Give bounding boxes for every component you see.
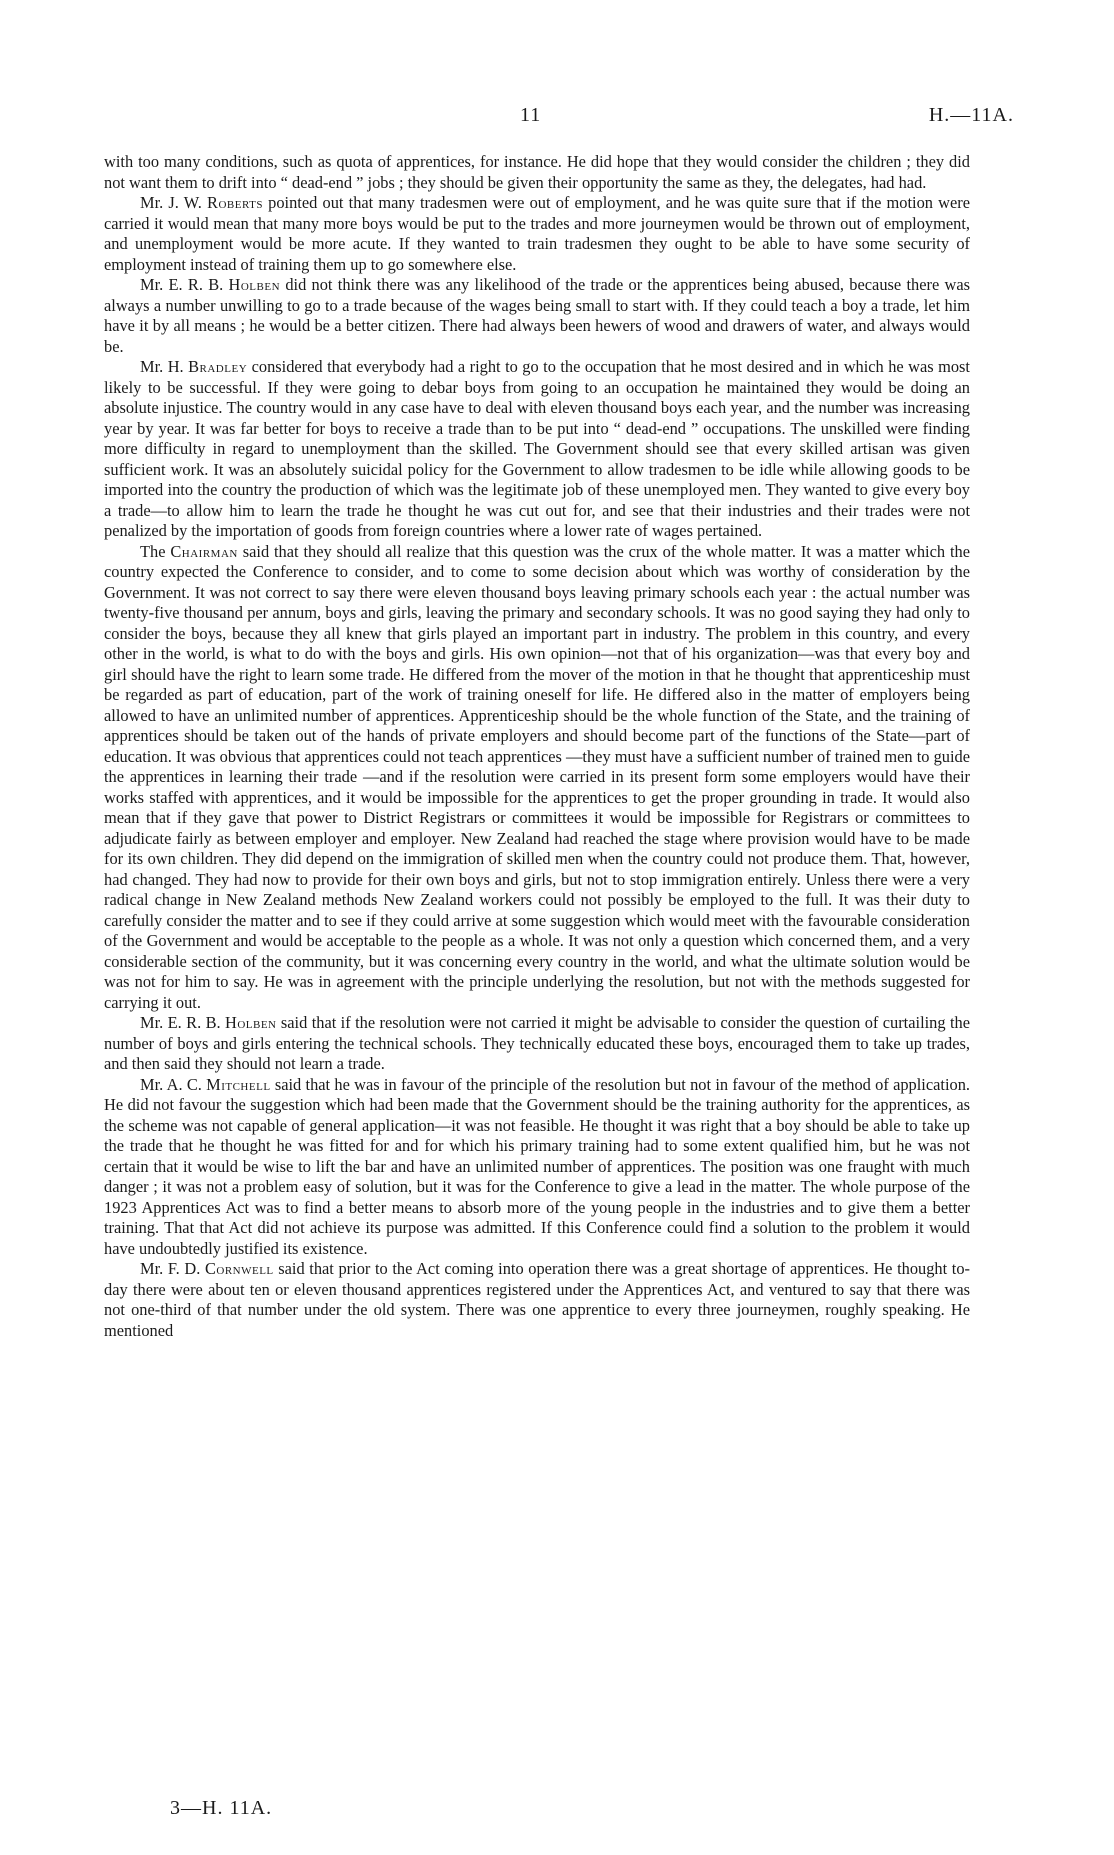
paragraph-text: did not think there was any likelihood of the trade or the apprentices being abused, because there was always a number unwilling to go to a trade because of the wages being small to start with. If they could teach a boy a trade, let him have it by all means ; he would be a better citizen. There had always been hewers of wood and drawers of water, and always would be. <box>104 275 970 356</box>
signature-mark: 3—H. 11A. <box>170 1797 273 1819</box>
speaker-name: Bradley <box>188 357 248 376</box>
speaker-prefix: Mr. A. C. <box>140 1074 207 1094</box>
paragraph-text: said that if the resolution were not carried it might be advisable to consider the question of curtailing the number of boys and girls entering the technical schools. They technically educated these boys, encouraged them to take up trades, and then said they should not learn a trade. <box>104 1013 970 1073</box>
speaker-name: Holben <box>225 1013 277 1032</box>
document-reference: H.—11A. <box>928 104 1014 126</box>
paragraph-text: considered that everybody had a right to go to the occupation that he most desired and in which he was most likely to be successful. If they were going to debar boys from going to an occupation he maintained they would be doing an absolute injustice. The country would in any case have to deal with eleven thousand boys each year, and the number was increasing year by year. It was far better for boys to receive a trade than to be put into “ dead-end ” occupations. The unskilled were finding more difficulty in regard to unemployment than the skilled. The Government should see that every skilled artisan was given sufficient work. It was an absolutely suicidal policy for the Government to allow tradesmen to be idle while allowing goods to be imported into the country the production of which was the legitimate job of these unemployed men. They wanted to give every boy a trade—to allow him to learn the trade he thought he was cut out for, and see that their industries and their trades were not penalized by the importation of goods from foreign countries where a lower rate of wages pertained. <box>104 357 970 540</box>
paragraph-holben-2 <box>104 1013 970 1075</box>
speaker-prefix: Mr. H. <box>140 357 189 376</box>
paragraph-chairman <box>104 542 970 1014</box>
body-text <box>104 152 970 1341</box>
speaker-name: Holben <box>228 275 281 294</box>
speaker-prefix: Mr. F. D. <box>140 1259 205 1278</box>
speaker-name: Mitchell <box>206 1074 271 1094</box>
speaker-prefix: The <box>140 541 171 561</box>
page-number: 11 <box>520 104 542 126</box>
paragraph-mitchell <box>104 1075 970 1260</box>
paragraph-text: pointed out that many tradesmen were out of employment, and he was quite sure that if the motion were carried it would mean that many more boys would be put to the trades and more journeymen would be thrown out of employment, and unemployment would be more acute. If they wanted to train tradesmen they ought to be able to have some security of employment instead of training them up to go somewhere else. <box>104 193 971 274</box>
paragraph-continuation <box>104 152 970 193</box>
speaker-name: Roberts <box>207 193 263 212</box>
paragraph-cornwell <box>104 1259 970 1341</box>
paragraph-text: said that they should all realize that this question was the crux of the whole matter. It was a matter which the country expected the Conference to consider, and to come to some decision about which was worthy of consideration by the Government. It was not correct to say there were eleven thousand boys leaving primary schools each year : the actual number was twenty-five thousand per annum, boys and girls, leaving the primary and secondary schools. It was no good saying they had only to consider the boys, because they all knew that girls played an important part in industry. The problem in this country, and every other in the world, is what to do with the boys and girls. His own opinion—not that of his organization—was that every boy and girl should have the right to learn some trade. He differed from the mover of the motion in that he thought that apprenticeship must be regarded as part of education, part of the work of training oneself for life. He differed also in the matter of employers being allowed to have an unlimited number of apprentices. Apprenticeship should be the whole function of the State, and the training of apprentices should be taken out of the hands of private employers and should become part of the functions of the State—part of education. It was obvious that apprentices could not teach apprentices —they must have a sufficient number of trained men to guide the apprentices in learning their trade —and if the resolution were carried in its present form some employers would have their works staffed with apprentices, and it would be impossible for the apprentices to get the proper grounding in trade. It would also mean that if they gave that power to District Registrars or committees it would be impossible for Registrars or committees to adjudicate fairly as between employer and employer. New Zealand had reached the stage where provision would have to be made for its own children. They did depend on the immigration of skilled men when the country could not produce them. That, however, had changed. They had now to provide for their own boys and girls, but not to stop immigration entirely. Unless there were a very radical change in New Zealand methods New Zealand workers could not possibly be employed to the full. It was their duty to carefully consider the matter and to see if they could arrive at some suggestion which would meet with the favourable consideration of the Government and would be acceptable to the people as a whole. It was not only a question which concerned them, and a very considerable section of the community, but it was concerning every country in the world, and what the ultimate solution would be was not for him to say. He was in agreement with the principle underlying the resolution, but not with the methods suggested for carrying it out. <box>104 541 970 1012</box>
paragraph-roberts <box>104 193 970 275</box>
paragraph-text: with too many conditions, such as quota of apprentices, for instance. He did hope that they would consider the children ; they did not want them to drift into “ dead-end ” jobs ; they should be given their opportunity the same as they, the delegates, had had. <box>104 152 970 192</box>
paragraph-text: said that he was in favour of the principle of the resolution but not in favour of the method of application. He did not favour the suggestion which had been made that the Government should be the training authority for the apprentices, as the scheme was not capable of general application—it was not feasible. He thought it was right that a boy should be able to take up the trade that he thought he was fitted for and for which his primary training had to some extent qualified him, but he was not certain that it would be wise to lift the bar and have an unlimited number of apprentices. The position was one fraught with much danger ; it was not a problem easy of solution, but it was for the Conference to give a lead in the matter. The whole purpose of the 1923 Apprentices Act was to find a better means to absorb more of the young people in the industries and to give them a better training. That that Act did not achieve its purpose was admitted. If this Conference could find a solution to the problem it would have undoubtedly justified its existence. <box>104 1074 970 1258</box>
speaker-name: Cornwell <box>204 1259 274 1278</box>
paragraph-holben-1 <box>104 275 970 357</box>
speaker-prefix: Mr. E. R. B. <box>140 1013 225 1032</box>
speaker-prefix: Mr. J. W. <box>140 193 208 212</box>
paragraph-text: said that prior to the Act coming into operation there was a great shortage of apprentices. He thought to-day there were about ten or eleven thousand apprentices registered under the Apprentices Act, and ventured to say that there was not one-third of that number under the old system. There was one apprentice to every three journeymen, roughly speaking. He mentioned <box>104 1259 970 1340</box>
paragraph-bradley <box>104 357 970 542</box>
speaker-name: Chairman <box>170 541 238 561</box>
speaker-prefix: Mr. E. R. B. <box>140 275 229 294</box>
